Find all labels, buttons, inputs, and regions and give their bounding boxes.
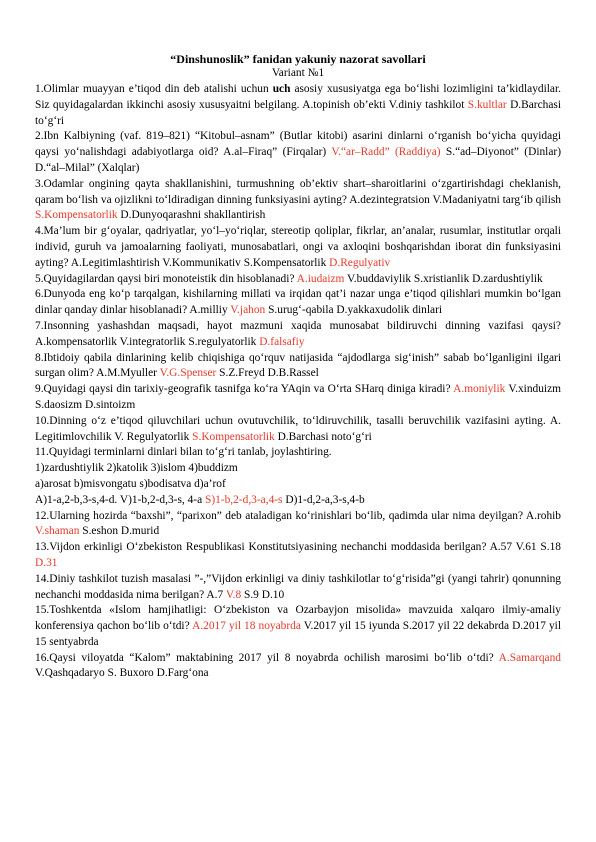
question-line — [35, 319, 561, 351]
question-text: S.Z.Freyd D.B.Rassel — [216, 367, 319, 380]
question-text: 4.Ma’lum bir g‘oyalar, qadriyatlar, yo‘l–yo‘riqlar, stereotip qoliplar, fikrlar, an’analar, rusumlar, institutlar orqali individ, guruh va jamoalarning faoliyati, munosabatlari, ongi va axloqini boshqarishdan iborat din funksiyasini ayting? A.Legitimlashtirish V.Kommunikativ S.Kompensatorlik — [35, 225, 561, 269]
question-text: D.Barchasi to‘g‘ri — [35, 98, 561, 127]
question-text: 16.Qaysi viloyatda “Kalom” maktabining 2017 yil 8 noyabrda ochilish marosimi bo‘lib o‘tdi? — [35, 651, 499, 664]
question-text: 7.Insonning yashashdan maqsadi, hayot mazmuni xaqida munosabat bildiruvchi dinning vazifasi qaysi? A.kompensatorlik V.integratorlik S.regulyatorlik — [35, 319, 561, 348]
question-text: 9.Quyidagi qaysi din tarixiy-geografik tasnifga ko‘ra YAqin va O‘rta SHarq diniga kiradi? — [35, 383, 454, 396]
question-text: 15.Toshkentda «Islom hamjihatligi: O‘zbekiston va Ozarbayjon misolida» mavzuida xalqaro ilmiy-amaliy konferensiya qachon bo‘lib o‘tdi? — [35, 604, 561, 633]
question-line — [35, 224, 561, 271]
question-text: 2.Ibn Kalbiyning (vaf. 819–821) “Kitobul–asnam” (Butlar kitobi) asarini dinlarni o‘rganish bo‘yicha quyidagi qaysi yo‘nalishdagi adabiyotlarga oid? A.al–Firaq” (Firqalar) — [35, 130, 561, 159]
correct-answer: S)1-b,2-d,3-a,4-s — [204, 493, 283, 506]
question-text: S.eshon D.murid — [79, 525, 160, 538]
question-text: S.urug‘-qabila D.yakkaxudolik dinlari — [265, 304, 443, 317]
question-text: D.Barchasi noto‘g‘ri — [274, 430, 372, 443]
question-line — [35, 287, 561, 319]
document-title: “Dinshunoslik” fanidan yakuniy nazorat savollari — [170, 52, 426, 66]
question-line — [35, 572, 561, 604]
question-line — [35, 414, 561, 446]
question-text: D)1-d,2-a,3-s,4-b — [282, 493, 365, 506]
question-text: 10.Dinning o‘z e’tiqod qiluvchilari uchun ovutuvchilik, to‘ldiruvchilik, tasalli beruvchilik vazifasini ayting. A. Legitimlovchilik V. Regulyatorlik — [35, 414, 561, 443]
correct-answer: V.jahon — [230, 304, 266, 317]
question-text: V.Qashqadaryo S. Buxoro D.Farg‘ona — [35, 667, 209, 680]
question-text: asosiy xususiyatga ega bo‘lishi lozimligini ta’kidlaydilar. Siz quyidagalardan ikkinchi asosiy xususyaitni belgilang. A.topinish ob’ekti V.diniy tashkilot — [35, 83, 561, 111]
correct-answer: V.G.Spenser — [159, 367, 217, 380]
variant-label: Variant №1 — [271, 67, 325, 79]
question-line — [35, 272, 561, 288]
question-text: 8.Ibtidoiy qabila dinlarining kelib chiqishiga qo‘rquv natijasida “ajdodlarga sig‘inish” sabab bo‘lganligini ilgari surgan olim? A.M.Myuller — [35, 351, 561, 380]
correct-answer: V.“ar–Radd” (Raddiya) — [331, 146, 441, 159]
question-line — [35, 129, 561, 176]
question-line — [35, 82, 561, 129]
question-text: S.“ad–Diyonot” (Dinlar) D.“al–Milal” (Xalqlar) — [35, 146, 561, 174]
question-text: 3.Odamlar ongining qayta shakllanishini, turmushning ob’ektiv shart–sharoitlarini o‘zgartirishdagi cheklanish, qaram bo‘lish va ojizlikni to‘ldiradigan dinning funksiyasini ayting? A.dezintegratsion V.Madaniyatni targ‘ib qilish — [35, 177, 561, 206]
question-text: A)1-a,2-b,3-s,4-d. V)1-b,2-d,3-s, 4-a — [35, 493, 205, 506]
question-line — [35, 461, 561, 477]
question-text: 5.Quyidagilardan qaysi biri monoteistik din hisoblanadi? — [35, 272, 297, 285]
correct-answer: A.Samarqand — [498, 651, 561, 664]
question-line — [35, 540, 561, 572]
question-line — [35, 477, 561, 493]
question-text: D.Dunyoqarashni shakllantirish — [117, 209, 266, 222]
question-line — [35, 445, 561, 461]
question-line — [35, 382, 561, 414]
question-line — [35, 177, 561, 224]
question-line — [35, 603, 561, 650]
correct-answer: V.shaman — [35, 525, 80, 538]
correct-answer: D.Regulyativ — [329, 256, 391, 269]
question-text: a)arosat b)misvongatu s)bodisatva d)a’rof — [35, 477, 226, 490]
question-text: 6.Dunyoda eng ko‘p tarqalgan, kishilarning millati va irqidan qat’i nazar unga e’tiqod qilishlari mumkin bo‘lgan dinlar qanday dinlar hisoblanadi? A.milliy — [35, 288, 561, 317]
question-line — [35, 351, 561, 383]
correct-answer: S.Kompensatorlik — [35, 209, 118, 222]
question-list — [35, 82, 561, 682]
correct-answer: A.moniylik — [453, 383, 506, 396]
question-text: 13.Vijdon erkinligi O‘zbekiston Respublikasi Konstitutsiyasining nechanchi moddasida berilgan? A.57 V.61 S.18 — [35, 541, 561, 554]
correct-answer: S.Kompensatorlik — [192, 430, 275, 443]
question-text: 1.Olimlar muayyan e’tiqod din deb atalishi uchun — [35, 83, 273, 95]
correct-answer: A.iudaizm — [296, 272, 345, 285]
question-text: V.xinduizm S.daosizm D.sintoizm — [35, 383, 561, 411]
question-text: V.buddaviylik S.xristianlik D.zardushtiylik — [344, 272, 543, 285]
question-line — [35, 509, 561, 541]
question-text: 14.Diniy tashkilot tuzish masalasi ”-,”Vijdon erkinligi va diniy tashkilotlar to‘g‘risida”gi (yangi tahrir) qonunning nechanchi moddasida nima berilgan? A.7 — [35, 572, 561, 601]
question-line — [35, 493, 561, 509]
correct-answer: D.31 — [35, 556, 58, 569]
bold-emphasis: uch — [272, 83, 291, 95]
question-text: 12.Ularning hozirda “baxshi”, “parixon” deb ataladigan ko‘rinishlari bo‘lib, qadimda ular nima deyilgan? A.rohib — [35, 509, 561, 522]
correct-answer: V.8 — [225, 588, 242, 601]
question-text: 11.Quyidagi terminlarni dinlari bilan to‘g‘ri tanlab, joylashtiring. — [35, 446, 332, 459]
question-text: S.9 D.10 — [241, 588, 285, 601]
correct-answer: D.falsafiy — [259, 335, 305, 348]
document-page — [35, 52, 561, 682]
correct-answer: A.2017 yil 18 noyabrda — [192, 620, 301, 633]
question-text: V.2017 yil 15 iyunda S.2017 yil 22 dekabrda D.2017 yil 15 sentyabrda — [35, 620, 561, 648]
question-line — [35, 651, 561, 683]
question-text: 1)zardushtiylik 2)katolik 3)islom 4)buddizm — [35, 462, 238, 475]
correct-answer: S.kultlar — [467, 98, 507, 111]
